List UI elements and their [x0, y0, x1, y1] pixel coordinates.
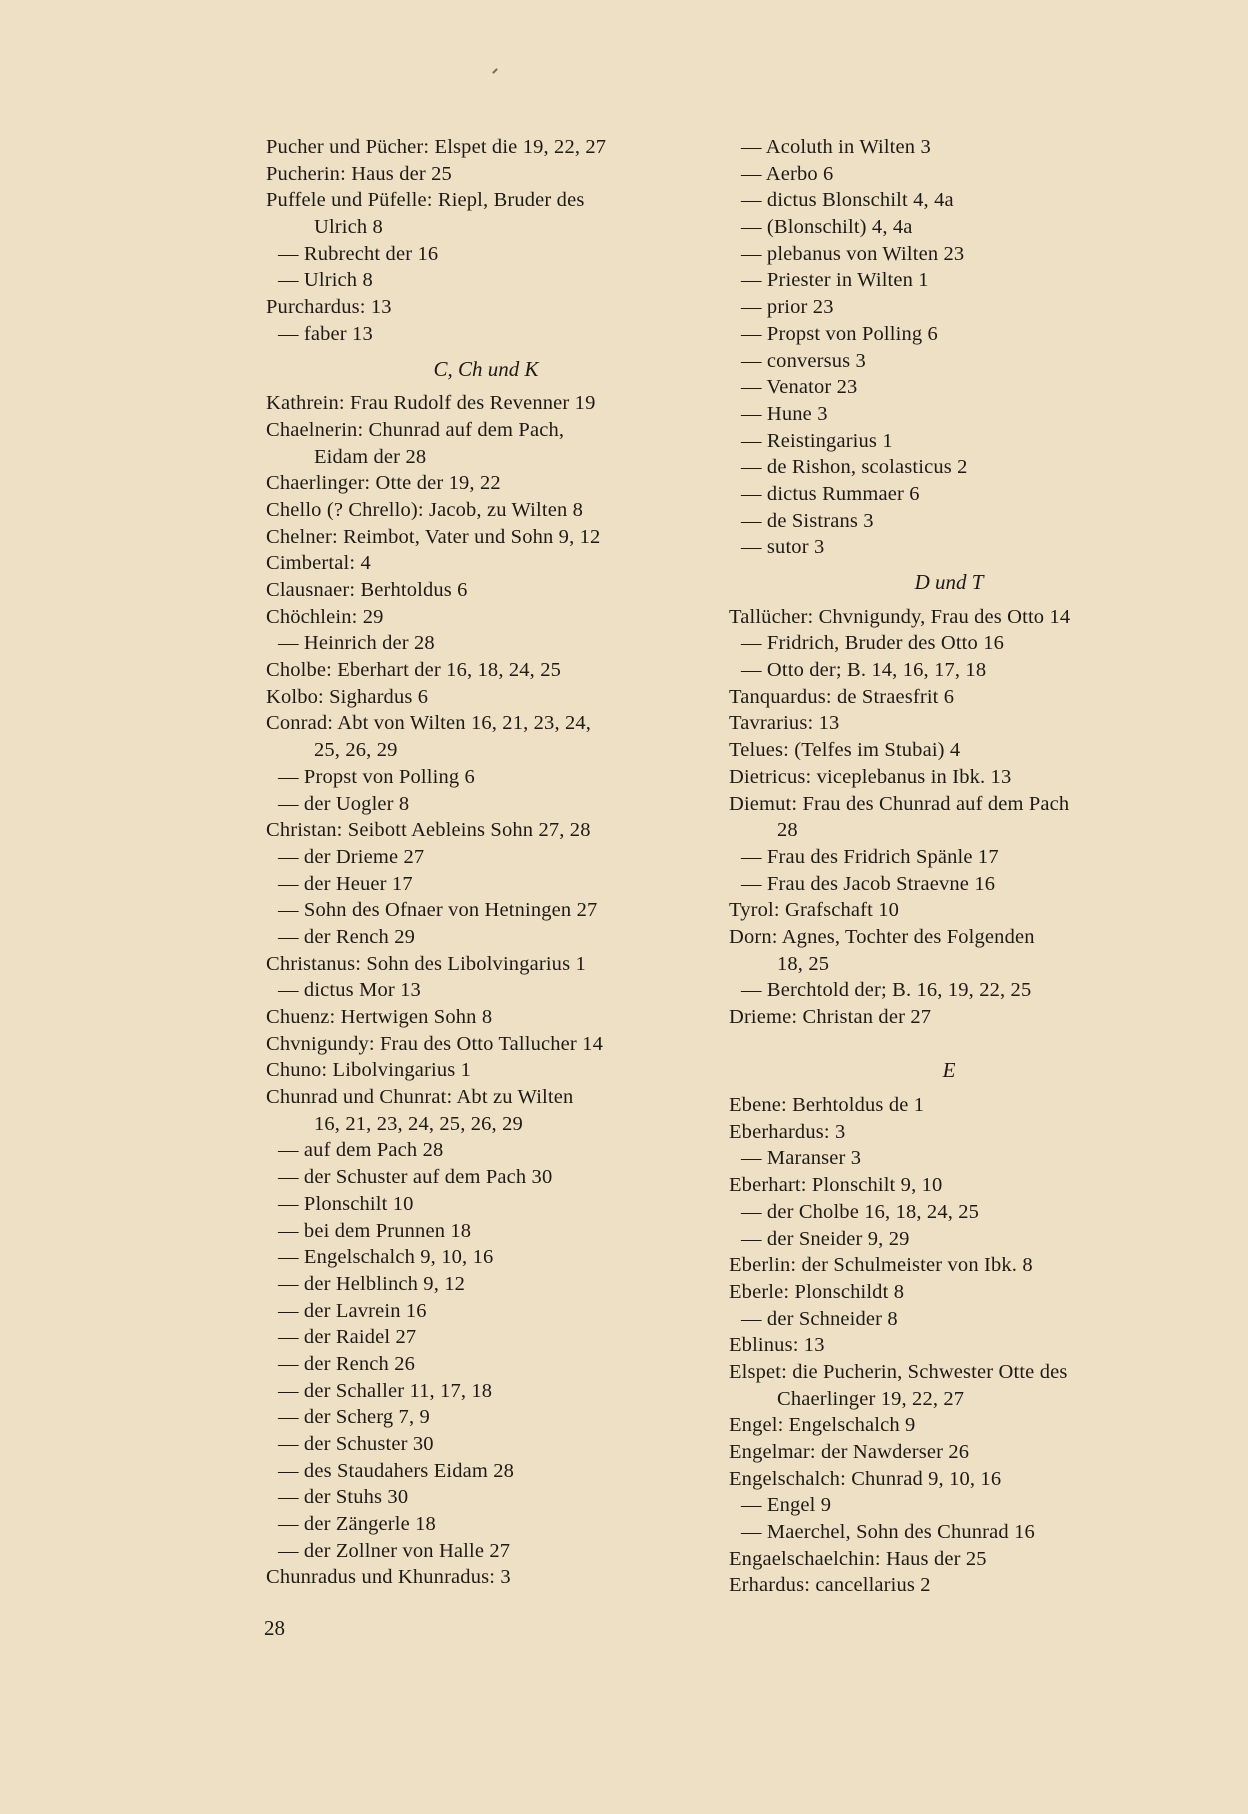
index-entry: Engelmar: der Nawderser 26 [729, 1441, 970, 1463]
index-entry: Elspet: die Pucherin, Schwester Otte des [729, 1360, 1068, 1383]
index-entry: Chuno: Libolvingarius 1 [266, 1059, 472, 1082]
index-subentry: — der Raidel 27 [278, 1326, 417, 1349]
index-subentry: — plebanus von Wilten 23 [741, 242, 965, 265]
index-entry: Eberhart: Plonschilt 9, 10 [729, 1174, 943, 1197]
index-subentry: — Fridrich, Bruder des Otto 16 [741, 632, 1004, 655]
section-heading: C, Ch und K [433, 356, 539, 381]
index-subentry: — Hune 3 [741, 402, 828, 425]
index-subentry: — der Schneider 8 [741, 1307, 898, 1330]
index-entry: Dorn: Agnes, Tochter des Folgenden [729, 925, 1035, 948]
index-entry: Engaelschaelchin: Haus der 25 [729, 1547, 987, 1570]
index-subentry: — Acoluth in Wilten 3 [741, 136, 931, 158]
index-entry: Pucher und Pücher: Elspet die 19, 22, 27 [266, 136, 607, 158]
index-subentry: — Propst von Polling 6 [741, 322, 938, 345]
index-subentry: — der Lavrein 16 [278, 1299, 427, 1322]
index-subentry: — dictus Rummaer 6 [741, 482, 920, 505]
index-subentry: — Plonschilt 10 [278, 1192, 414, 1215]
index-subentry: — Ulrich 8 [278, 269, 373, 292]
index-entry: Christanus: Sohn des Libolvingarius 1 [266, 952, 586, 975]
index-entry: Pucherin: Haus der 25 [266, 162, 452, 185]
index-subentry: — der Rench 29 [278, 925, 416, 948]
index-subentry: — Heinrich der 28 [278, 632, 435, 655]
spacer [729, 561, 1169, 569]
index-subentry: — Maranser 3 [741, 1147, 862, 1170]
index-entry: Telues: (Telfes im Stubai) 4 [729, 739, 961, 762]
index-entry: Conrad: Abt von Wilten 16, 21, 23, 24, [266, 712, 592, 735]
index-subentry: — bei dem Prunnen 18 [278, 1219, 472, 1242]
index-subentry: — Propst von Polling 6 [278, 765, 475, 788]
index-entry: Engel: Engelschalch 9 [729, 1414, 916, 1437]
index-subentry: — der Uogler 8 [278, 792, 410, 815]
index-subentry: — (Blonschilt) 4, 4a [741, 216, 913, 239]
index-entry: Puffele und Püfelle: Riepl, Bruder des [266, 189, 585, 212]
index-subentry: — Rubrecht der 16 [278, 242, 439, 265]
index-subentry: — sutor 3 [741, 536, 825, 559]
index-entry-continuation: 18, 25 [777, 952, 830, 975]
spacer [729, 596, 1169, 604]
index-subentry: — des Staudahers Eidam 28 [278, 1459, 515, 1482]
index-entry-continuation: Ulrich 8 [314, 216, 383, 239]
index-entry: Dietricus: viceplebanus in Ibk. 13 [729, 765, 1012, 788]
index-subentry: — der Sneider 9, 29 [741, 1227, 910, 1250]
index-subentry: — Priester in Wilten 1 [741, 269, 929, 292]
section-heading: E [942, 1058, 956, 1083]
index-entry: Diemut: Frau des Chunrad auf dem Pach [729, 792, 1070, 815]
index-entry: Tavrarius: 13 [729, 712, 840, 735]
index-entry: Eblinus: 13 [729, 1334, 825, 1357]
index-entry: Erhardus: cancellarius 2 [729, 1574, 931, 1597]
index-subentry: — dictus Blonschilt 4, 4a [741, 189, 954, 212]
index-column-right [729, 134, 1169, 1599]
index-subentry: — Engelschalch 9, 10, 16 [278, 1246, 494, 1269]
index-subentry: — der Stuhs 30 [278, 1486, 409, 1509]
index-entry: Eberle: Plonschildt 8 [729, 1280, 905, 1303]
index-entry-continuation: Chaerlinger 19, 22, 27 [777, 1387, 965, 1410]
index-entry: Kolbo: Sighardus 6 [266, 685, 429, 708]
index-entry: Tallücher: Chvnigundy, Frau des Otto 14 [729, 605, 1071, 628]
index-subentry: — der Schaller 11, 17, 18 [278, 1379, 493, 1402]
index-entry: Purchardus: 13 [266, 296, 392, 319]
index-entry-continuation: 16, 21, 23, 24, 25, 26, 29 [314, 1112, 523, 1135]
page-number: 28 [264, 1616, 285, 1640]
index-subentry: — der Schuster 30 [278, 1433, 434, 1455]
index-subentry: — de Rishon, scolasticus 2 [741, 456, 968, 479]
spacer [729, 1031, 1169, 1058]
index-entry: Chvnigundy: Frau des Otto Tallucher 14 [266, 1032, 603, 1055]
print-mark [492, 68, 498, 74]
index-subentry: — conversus 3 [741, 349, 866, 372]
index-subentry: — faber 13 [278, 322, 373, 345]
index-subentry: — auf dem Pach 28 [278, 1139, 444, 1162]
index-subentry: — der Rench 26 [278, 1352, 416, 1375]
index-subentry: — de Sistrans 3 [741, 509, 874, 532]
index-subentry: — Frau des Jacob Straevne 16 [741, 872, 996, 895]
index-entry: Chuenz: Hertwigen Sohn 8 [266, 1006, 493, 1028]
index-entry-continuation: 28 [777, 819, 798, 842]
spacer [266, 348, 706, 356]
index-entry: Chunradus und Khunradus: 3 [266, 1566, 511, 1589]
index-subentry: — Venator 23 [741, 376, 858, 399]
spacer [266, 382, 706, 390]
index-subentry: — der Zollner von Halle 27 [278, 1539, 511, 1562]
index-entry: Eberlin: der Schulmeister von Ibk. 8 [729, 1254, 1033, 1277]
index-entry: Tanquardus: de Straesfrit 6 [729, 685, 955, 708]
index-entry: Drieme: Christan der 27 [729, 1006, 932, 1028]
index-subentry: — der Cholbe 16, 18, 24, 25 [741, 1200, 980, 1223]
index-entry: Chaerlinger: Otte der 19, 22 [266, 472, 501, 495]
index-entry: Tyrol: Grafschaft 10 [729, 899, 900, 922]
index-entry: Kathrein: Frau Rudolf des Revenner 19 [266, 392, 596, 415]
index-entry: Cimbertal: 4 [266, 552, 371, 575]
index-entry: Clausnaer: Berhtoldus 6 [266, 579, 468, 601]
index-subentry: — der Scherg 7, 9 [278, 1406, 430, 1429]
index-subentry: — Frau des Fridrich Spänle 17 [741, 845, 999, 868]
index-column-left [266, 134, 706, 1591]
index-entry: Ebene: Berhtoldus de 1 [729, 1094, 925, 1117]
index-subentry: — Aerbo 6 [741, 162, 834, 185]
index-entry-continuation: 25, 26, 29 [314, 739, 398, 762]
index-subentry: — prior 23 [741, 296, 834, 319]
spacer [729, 1084, 1169, 1092]
index-entry: Engelschalch: Chunrad 9, 10, 16 [729, 1467, 1002, 1490]
index-subentry: — Berchtold der; B. 16, 19, 22, 25 [741, 979, 1032, 1002]
index-subentry: — dictus Mor 13 [278, 979, 421, 1002]
index-entry: Christan: Seibott Aebleins Sohn 27, 28 [266, 819, 591, 842]
index-subentry: — Otto der; B. 14, 16, 17, 18 [741, 659, 987, 682]
index-subentry: — Reistingarius 1 [741, 429, 893, 452]
index-subentry: — der Drieme 27 [278, 845, 425, 868]
section-heading: D und T [914, 570, 984, 594]
index-subentry: — der Heuer 17 [278, 872, 413, 895]
index-entry: Cholbe: Eberhart der 16, 18, 24, 25 [266, 659, 562, 682]
index-entry: Eberhardus: 3 [729, 1120, 846, 1143]
index-subentry: — Sohn des Ofnaer von Hetningen 27 [278, 899, 598, 922]
index-entry: Chelner: Reimbot, Vater und Sohn 9, 12 [266, 525, 601, 548]
index-subentry: — der Helblinch 9, 12 [278, 1272, 466, 1295]
index-entry: Chello (? Chrello): Jacob, zu Wilten 8 [266, 498, 584, 521]
index-subentry: — Maerchel, Sohn des Chunrad 16 [741, 1521, 1035, 1544]
index-subentry: — der Zängerle 18 [278, 1513, 436, 1536]
index-entry: Chaelnerin: Chunrad auf dem Pach, [266, 418, 565, 441]
index-entry-continuation: Eidam der 28 [314, 445, 427, 468]
index-subentry: — der Schuster auf dem Pach 30 [278, 1166, 553, 1189]
index-entry: Chöchlein: 29 [266, 605, 384, 628]
index-subentry: — Engel 9 [741, 1494, 832, 1517]
index-entry: Chunrad und Chunrat: Abt zu Wilten [266, 1086, 574, 1109]
